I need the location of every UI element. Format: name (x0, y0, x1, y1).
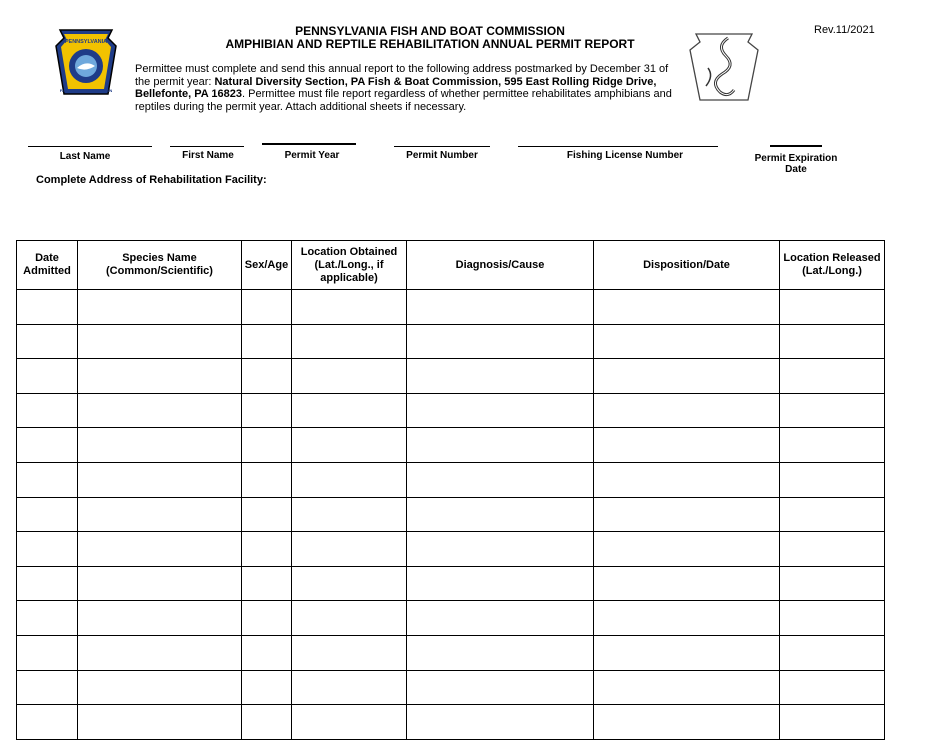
table-row (17, 324, 885, 359)
table-cell[interactable] (242, 428, 292, 463)
table-cell[interactable] (242, 670, 292, 705)
table-cell[interactable] (242, 393, 292, 428)
table-row (17, 566, 885, 601)
table-cell[interactable] (17, 532, 78, 567)
last-name-line[interactable] (28, 146, 152, 147)
table-cell[interactable] (17, 635, 78, 670)
instructions-text-2: . Permittee must file report regardless of whether permittee rehabilitates amphibians and reptiles during the permit year. Attach additional sheets if necessary. (135, 88, 672, 113)
table-header-row (17, 241, 885, 290)
first-name-label: First Name (182, 150, 234, 161)
fishing-license-label: Fishing License Number (566, 150, 684, 161)
table-cell[interactable] (242, 635, 292, 670)
table-cell[interactable] (780, 290, 885, 325)
table-row (17, 670, 885, 705)
table-cell[interactable] (17, 670, 78, 705)
table-cell[interactable] (78, 462, 242, 497)
permit-number-label: Permit Number (406, 150, 478, 161)
table-cell[interactable] (594, 670, 780, 705)
table-cell[interactable] (407, 635, 594, 670)
table-row (17, 290, 885, 325)
table-cell[interactable] (292, 635, 407, 670)
permit-expiration-line[interactable] (770, 145, 822, 147)
table-cell[interactable] (17, 566, 78, 601)
table-cell[interactable] (242, 566, 292, 601)
mailing-address: Natural Diversity Section, PA Fish & Boat Commission, 595 East Rolling Ridge Drive, Bellefonte, PA 16823 (135, 75, 657, 100)
table-cell[interactable] (407, 497, 594, 532)
table-cell[interactable] (78, 601, 242, 636)
table-cell[interactable] (78, 670, 242, 705)
agency-title: PENNSYLVANIA FISH AND BOAT COMMISSION (295, 24, 565, 38)
table-row (17, 462, 885, 497)
table-cell[interactable] (242, 601, 292, 636)
table-cell[interactable] (78, 635, 242, 670)
table-cell[interactable] (78, 497, 242, 532)
table-cell[interactable] (780, 635, 885, 670)
table-cell[interactable] (78, 393, 242, 428)
table-cell[interactable] (292, 428, 407, 463)
table-cell[interactable] (17, 428, 78, 463)
table-cell[interactable] (594, 635, 780, 670)
table-cell[interactable] (292, 393, 407, 428)
col-sex-age: Sex/Age (242, 241, 292, 290)
table-cell[interactable] (292, 324, 407, 359)
table-cell[interactable] (407, 359, 594, 394)
table-cell[interactable] (780, 393, 885, 428)
facility-address-label: Complete Address of Rehabilitation Facility: (36, 174, 267, 186)
table-cell[interactable] (407, 705, 594, 740)
table-cell[interactable] (780, 324, 885, 359)
table-cell[interactable] (780, 497, 885, 532)
first-name-line[interactable] (170, 146, 244, 147)
table-cell[interactable] (780, 670, 885, 705)
table-cell[interactable] (594, 324, 780, 359)
table-cell[interactable] (292, 705, 407, 740)
permit-expiration-label-line1: Permit Expiration (754, 153, 838, 164)
revision-date: Rev.11/2021 (814, 24, 875, 36)
table-row (17, 497, 885, 532)
svg-text:PENNSYLVANIA: PENNSYLVANIA (64, 39, 108, 45)
permit-expiration-label-line2: Date (785, 164, 807, 175)
table-cell[interactable] (292, 462, 407, 497)
table-cell[interactable] (407, 601, 594, 636)
permit-number-line[interactable] (394, 146, 490, 147)
table-cell[interactable] (594, 428, 780, 463)
permit-year-label: Permit Year (284, 150, 340, 161)
table-cell[interactable] (78, 324, 242, 359)
table-cell[interactable] (407, 428, 594, 463)
table-cell[interactable] (407, 670, 594, 705)
table-cell[interactable] (242, 290, 292, 325)
table-cell[interactable] (17, 601, 78, 636)
table-cell[interactable] (594, 497, 780, 532)
fishing-license-line[interactable] (518, 146, 718, 147)
table-cell[interactable] (78, 428, 242, 463)
table-cell[interactable] (780, 566, 885, 601)
table-cell[interactable] (292, 532, 407, 567)
pfbc-keystone-logo (50, 26, 122, 98)
table-cell[interactable] (242, 497, 292, 532)
col-species-name: Species Name (Common/Scientific) (78, 241, 242, 290)
report-title: AMPHIBIAN AND REPTILE REHABILITATION ANNUAL PERMIT REPORT (225, 37, 635, 51)
table-cell[interactable] (407, 566, 594, 601)
table-cell[interactable] (78, 566, 242, 601)
table-cell[interactable] (594, 566, 780, 601)
col-location-released: Location Released (Lat./Long.) (780, 241, 885, 290)
table-body (17, 290, 885, 740)
table-cell[interactable] (242, 705, 292, 740)
table-cell[interactable] (594, 705, 780, 740)
last-name-label: Last Name (59, 151, 111, 162)
table-cell[interactable] (292, 359, 407, 394)
col-diagnosis-cause: Diagnosis/Cause (407, 241, 594, 290)
col-date-admitted: Date Admitted (17, 241, 78, 290)
table-cell[interactable] (242, 359, 292, 394)
instructions-text-1: Permittee must complete and send this annual report to the following address postmarked by December 31 of the permit year: (135, 63, 669, 88)
permit-year-line[interactable] (262, 143, 356, 145)
table-row (17, 705, 885, 740)
table-cell[interactable] (78, 290, 242, 325)
table-cell[interactable] (594, 532, 780, 567)
table-cell[interactable] (242, 532, 292, 567)
table-cell[interactable] (78, 359, 242, 394)
table-cell[interactable] (292, 497, 407, 532)
table-cell[interactable] (594, 359, 780, 394)
table-cell[interactable] (407, 393, 594, 428)
table-cell[interactable] (17, 393, 78, 428)
table-row (17, 635, 885, 670)
table-cell[interactable] (242, 324, 292, 359)
table-cell[interactable] (407, 532, 594, 567)
table-row (17, 532, 885, 567)
table-row (17, 359, 885, 394)
table-cell[interactable] (78, 532, 242, 567)
table-cell[interactable] (407, 290, 594, 325)
table-cell[interactable] (292, 601, 407, 636)
table-cell[interactable] (292, 566, 407, 601)
table-cell[interactable] (17, 462, 78, 497)
col-disposition-date: Disposition/Date (594, 241, 780, 290)
table-cell[interactable] (242, 462, 292, 497)
table-cell[interactable] (780, 462, 885, 497)
table-cell[interactable] (780, 532, 885, 567)
table-cell[interactable] (292, 290, 407, 325)
svg-text:FISH & BOAT COMMISSION: FISH & BOAT COMMISSION (59, 88, 113, 93)
table-row (17, 428, 885, 463)
table-row (17, 601, 885, 636)
table-cell[interactable] (17, 290, 78, 325)
table-cell[interactable] (594, 290, 780, 325)
table-row (17, 393, 885, 428)
table-cell[interactable] (780, 601, 885, 636)
table-cell[interactable] (407, 462, 594, 497)
table-cell[interactable] (594, 462, 780, 497)
permit-expiration-label (746, 153, 846, 175)
table-cell[interactable] (17, 705, 78, 740)
table-cell[interactable] (292, 670, 407, 705)
table-cell[interactable] (594, 393, 780, 428)
table-cell[interactable] (780, 705, 885, 740)
rehabilitation-report-table (16, 240, 885, 740)
table-cell[interactable] (17, 359, 78, 394)
table-cell[interactable] (780, 359, 885, 394)
table-cell[interactable] (17, 497, 78, 532)
table-cell[interactable] (594, 601, 780, 636)
instructions-paragraph (135, 63, 685, 113)
col-location-obtained: Location Obtained (Lat./Long., if applicable) (292, 241, 407, 290)
table-cell[interactable] (407, 324, 594, 359)
table-cell[interactable] (17, 324, 78, 359)
table-cell[interactable] (780, 428, 885, 463)
table-cell[interactable] (78, 705, 242, 740)
